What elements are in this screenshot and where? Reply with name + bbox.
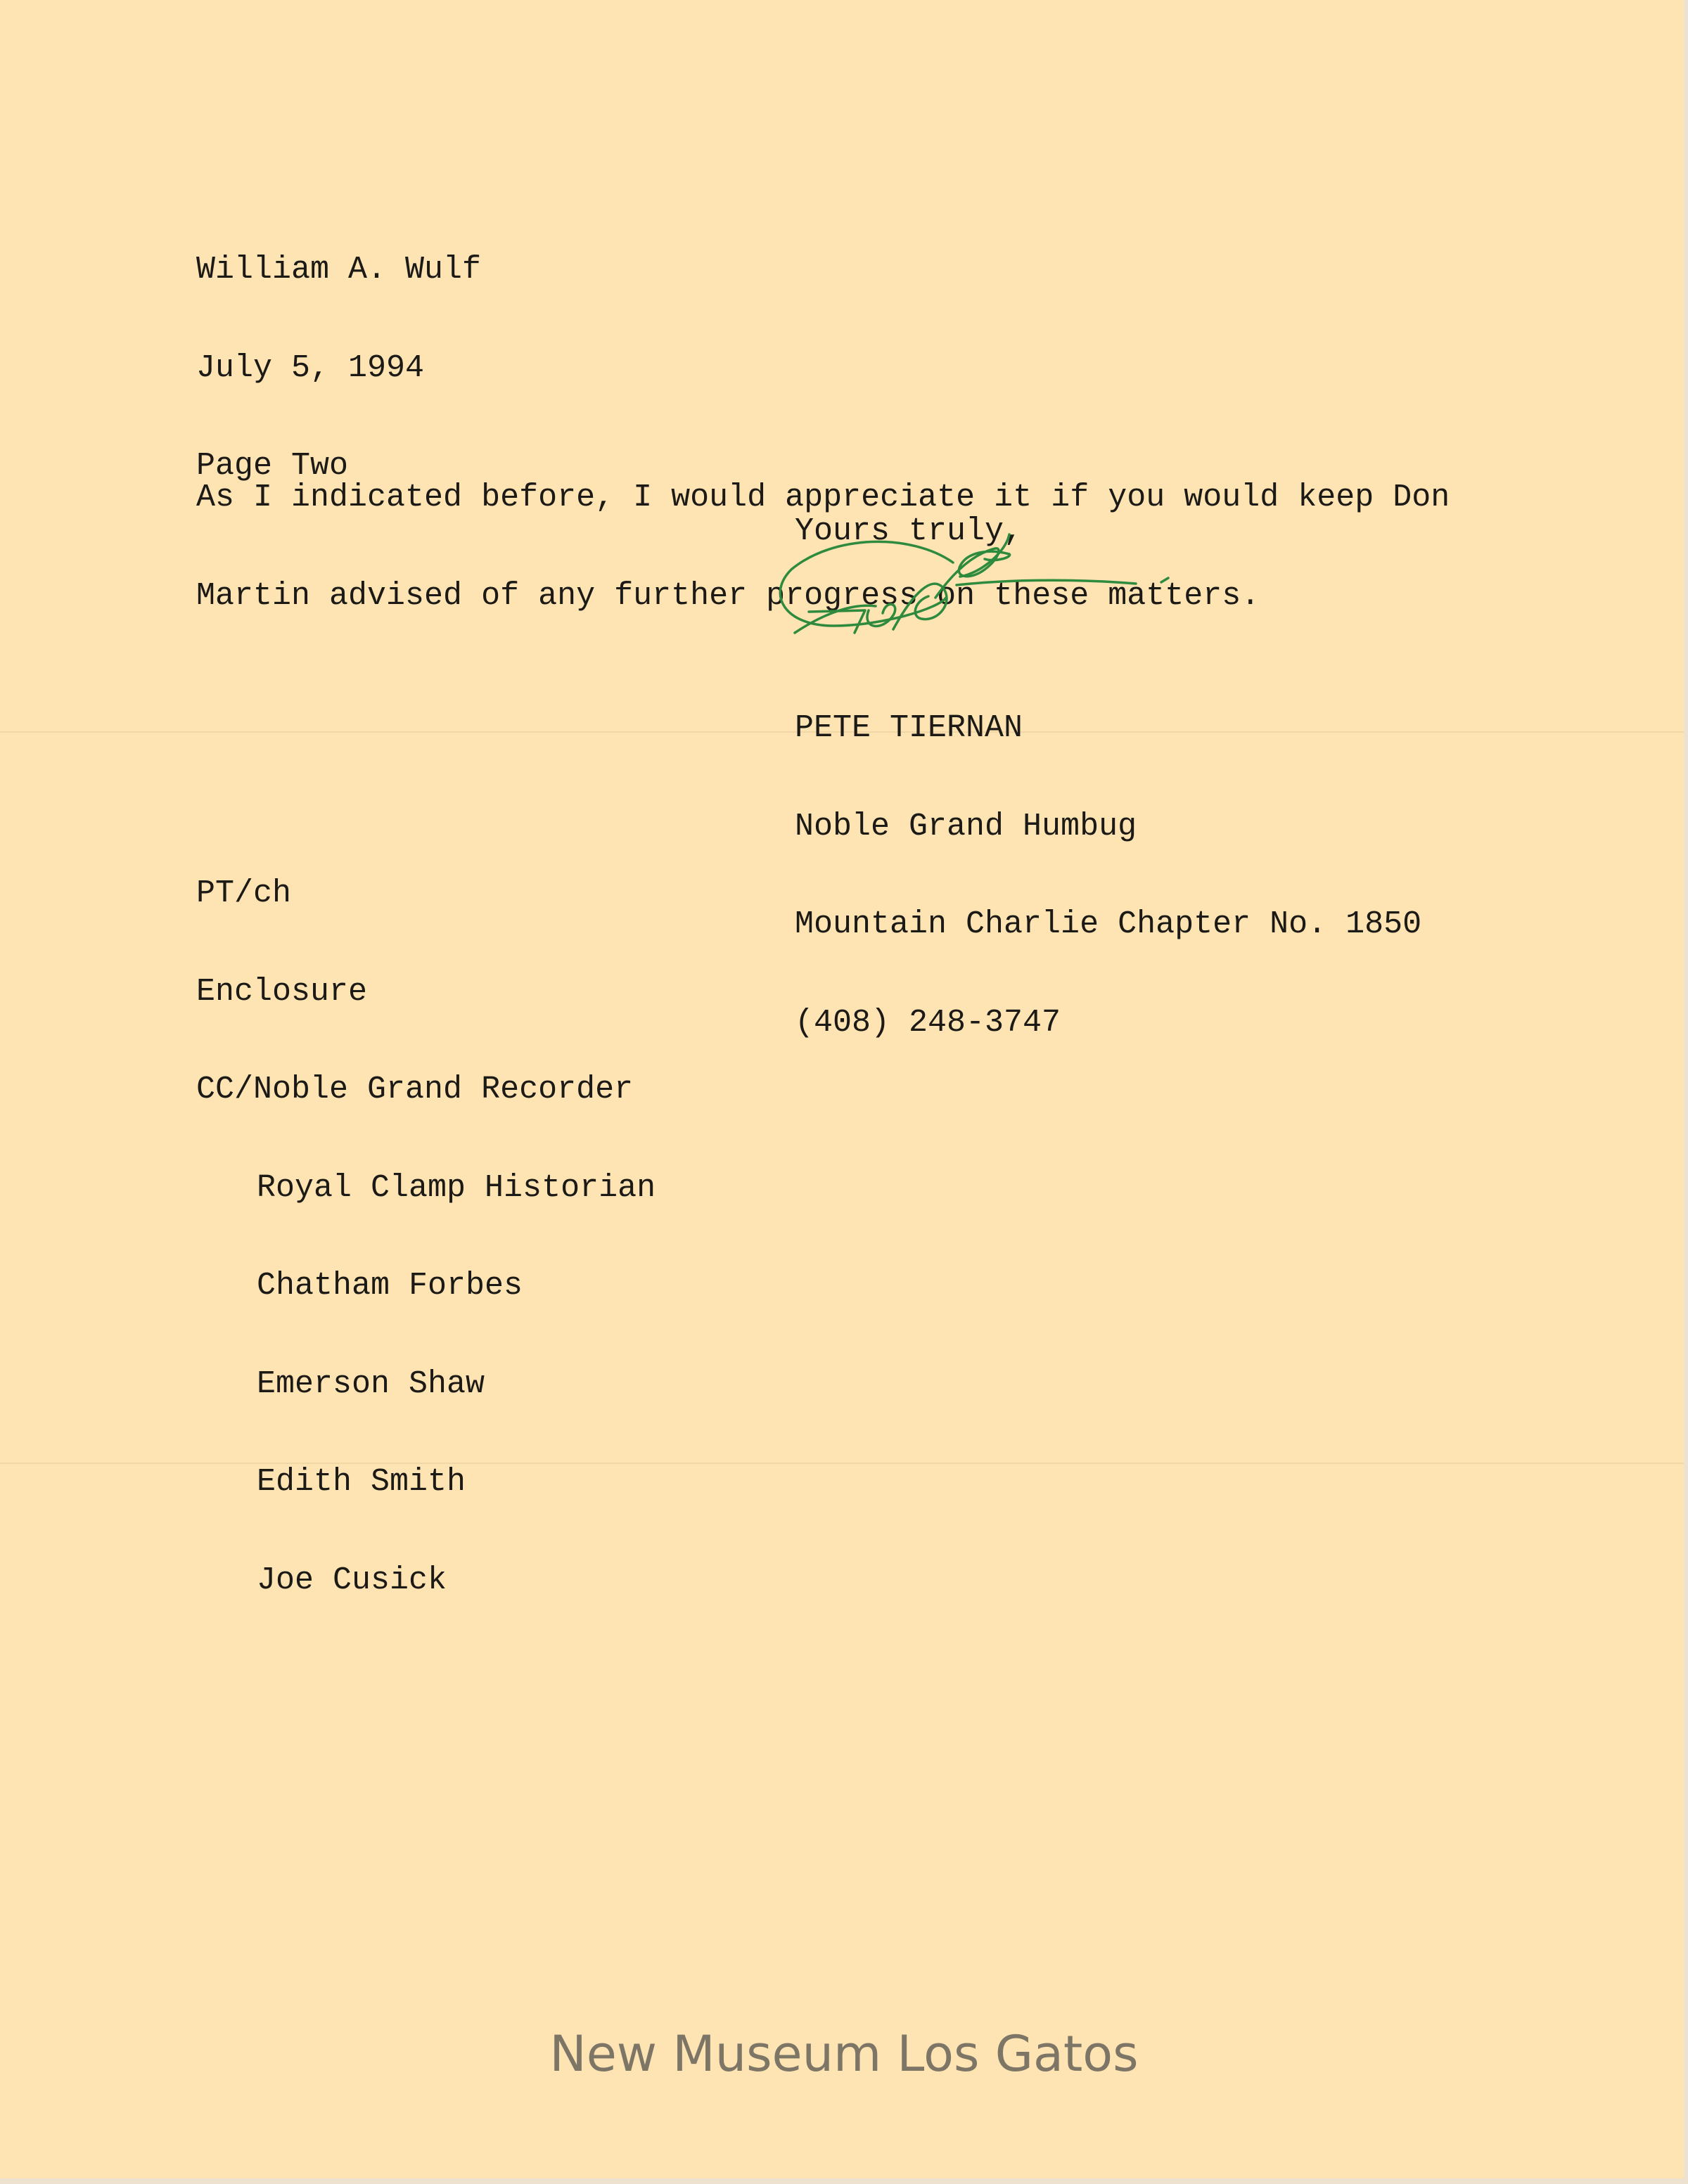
cc-recipient: Emerson Shaw <box>257 1366 485 1402</box>
cc-recipient: Chatham Forbes <box>257 1268 523 1304</box>
cc-recipient: CC/Noble Grand Recorder <box>196 1072 634 1107</box>
letter-date: July 5, 1994 <box>196 349 425 386</box>
cc-recipient: Joe Cusick <box>257 1562 447 1598</box>
signer-phone: (408) 248-3747 <box>795 1004 1061 1041</box>
signer-title: Noble Grand Humbug <box>795 808 1137 844</box>
cc-recipient: Royal Clamp Historian <box>257 1169 656 1206</box>
recipient-name: William A. Wulf <box>196 252 482 288</box>
page-edge-bottom <box>0 2178 1688 2184</box>
page-edge-right <box>1684 0 1688 2184</box>
cc-recipient: Edith Smith <box>257 1464 466 1500</box>
typist-initials: PT/ch <box>196 875 292 911</box>
body-line: Martin advised of any further progress on these matters. <box>196 577 1260 614</box>
closing: Yours truly, <box>795 513 1023 549</box>
reference-block <box>196 812 656 1662</box>
signer-organization: Mountain Charlie Chapter No. 1850 <box>795 906 1422 942</box>
enclosure-note: Enclosure <box>196 973 368 1010</box>
signature-block <box>795 647 1421 1105</box>
handwritten-signature-icon <box>770 520 1192 661</box>
page-number: Page Two <box>196 448 349 484</box>
body-line: As I indicated before, I would appreciate it if you would keep Don <box>196 480 1450 515</box>
signer-name: PETE TIERNAN <box>795 710 1023 746</box>
watermark: New Museum Los Gatos <box>549 2025 1139 2083</box>
